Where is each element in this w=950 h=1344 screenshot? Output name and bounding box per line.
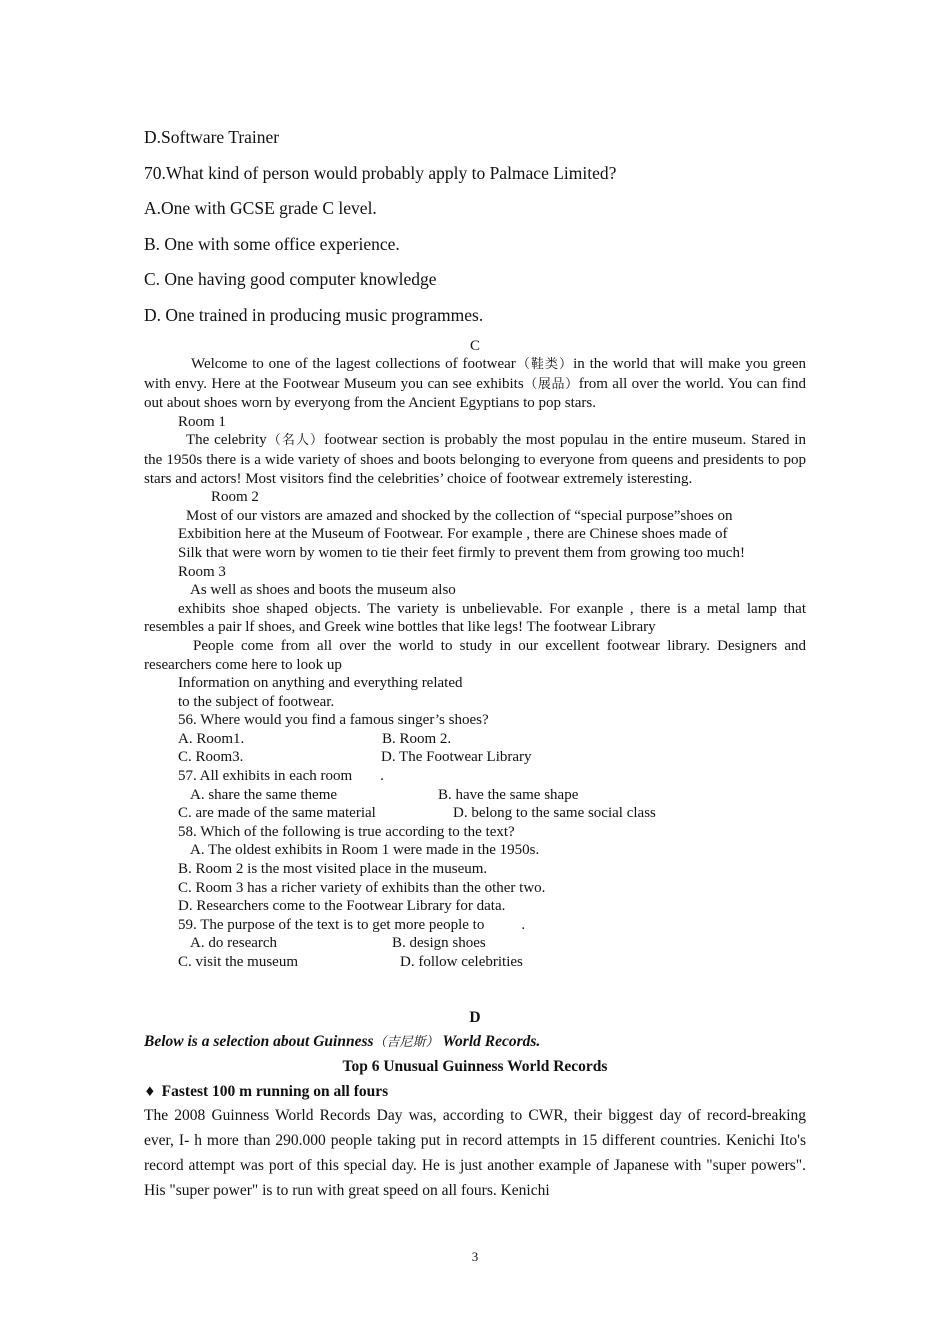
- q58-option-b: B. Room 2 is the most visited place in the museum.: [178, 861, 488, 878]
- chinese-annotation: （名人）: [266, 433, 325, 449]
- q59-options-row2: [144, 953, 806, 972]
- room1-title: Room 1: [178, 413, 226, 430]
- room2-line1: Most of our vistors are amazed and shocked by the collection of “special purpose”shoes on: [186, 507, 733, 524]
- section-d-title: Top 6 Unusual Guinness World Records: [342, 1058, 608, 1075]
- room2-paragraph: Silk that were worn by women to tie their feet firmly to prevent them from growing too much!: [178, 544, 745, 561]
- section-d-heading: D: [469, 1009, 481, 1026]
- q59-option-c: C. visit the museum: [178, 954, 298, 970]
- section-d-intro: Below is a selection about Guinness（吉尼斯） World Records.: [144, 1033, 541, 1050]
- chinese-annotation: （鞋类）: [515, 357, 574, 372]
- q57-options-row2: [144, 804, 806, 823]
- q70-option-a: A.One with GCSE grade C level.: [144, 198, 377, 218]
- q56-question: 56. Where would you find a famous singer’s shoes?: [178, 712, 489, 729]
- q58-question: 58. Which of the following is true according to the text?: [178, 823, 515, 840]
- section-c-body: [144, 355, 806, 972]
- intro-paragraph: Welcome to one of the lagest collections of footwear（鞋类）in the world that will make you green with envy. Here at the Footwear Museum you can see exhibits（展品）from all over the world. You can find out about shoes worn by everyong from the Ancient Egyptians to pop stars.: [144, 356, 807, 412]
- q58-option-d: D. Researchers come to the Footwear Library for data.: [178, 898, 506, 915]
- q56-options-row1: [144, 730, 806, 749]
- q58-option-a: A. The oldest exhibits in Room 1 were made in the 1950s.: [190, 842, 540, 859]
- q56-option-b: B. Room 2.: [382, 730, 452, 747]
- q59-option-d: D. follow celebrities: [400, 954, 523, 970]
- q57-option-d: D. belong to the same social class: [453, 805, 656, 822]
- q57-options-row1: [144, 786, 806, 805]
- q56-option-c: C. Room3.: [178, 749, 244, 766]
- q70-option-d: D. One trained in producing music programmes.: [144, 305, 484, 325]
- q59-option-a: A. do research: [190, 935, 278, 952]
- room2-line2: Exbibition here at the Museum of Footwear. For example , there are Chinese shoes made of: [178, 526, 728, 543]
- q70-option-b: B. One with some office experience.: [144, 234, 400, 254]
- q70-option-c: C. One having good computer knowledge: [144, 269, 437, 289]
- q70-question: 70.What kind of person would probably apply to Palmace Limited?: [144, 163, 617, 183]
- section-c-heading: C: [469, 338, 480, 354]
- room3-paragraph: exhibits shoe shaped objects. The variety is unbelievable. For exanple , there is a metal lamp that resembles a pair lf shoes, and Greek wine bottles that like legs! The footwear Library: [144, 600, 806, 636]
- q59-options-row1: [144, 934, 806, 953]
- q57-option-a: A. share the same theme: [190, 786, 338, 803]
- q57-question: 57. All exhibits in each room .: [178, 768, 384, 785]
- section-d-subhead: ♦ Fastest 100 m running on all fours: [144, 1083, 389, 1100]
- chinese-annotation: （展品）: [523, 376, 579, 392]
- section-d-paragraph: The 2008 Guinness World Records Day was, according to CWR, their biggest day of record-breaking ever, I- h more than 290.000 people taking put in record attempts in 15 different countries. Kenichi Ito's record attempt was port of this special day. He is just another example of Japanese with "super powers". His "super power" is to run with great speed on all fours. Kenichi: [144, 1107, 806, 1199]
- q56-option-a: A. Room1.: [178, 730, 245, 747]
- q57-option-c: C. are made of the same material: [178, 805, 376, 822]
- page-number: 3: [471, 1249, 479, 1264]
- q59-question: 59. The purpose of the text is to get more people to .: [178, 916, 526, 933]
- library-line2: Information on anything and everything related: [178, 675, 463, 692]
- room3-title: Room 3: [178, 563, 226, 580]
- chinese-annotation: （吉尼斯）: [373, 1035, 439, 1050]
- q56-options-row2: [144, 748, 806, 767]
- diamond-bullet-icon: ♦: [144, 1085, 156, 1100]
- q69-option-d: D.Software Trainer: [144, 127, 280, 147]
- room3-line1: As well as shoes and boots the museum also: [190, 582, 456, 599]
- q58-option-c: C. Room 3 has a richer variety of exhibits than the other two.: [178, 879, 546, 896]
- q59-option-b: B. design shoes: [392, 935, 486, 952]
- room1-paragraph: The celebrity（名人）footwear section is probably the most populau in the entire museum. Stared in the 1950s there is a wide variety of shoes and boots belonging to everyone from queens and presidents to pop stars and actors! Most visitors find the celebrities’ choice of footwear extremely isteresting.: [144, 432, 806, 487]
- q56-option-d: D. The Footwear Library: [381, 749, 532, 766]
- q57-option-b: B. have the same shape: [438, 786, 579, 803]
- room2-title: Room 2: [211, 489, 259, 506]
- library-line3: to the subject of footwear.: [178, 693, 335, 710]
- library-paragraph: People come from all over the world to study in our excellent footwear library. Designers and researchers come here to look up: [144, 637, 806, 673]
